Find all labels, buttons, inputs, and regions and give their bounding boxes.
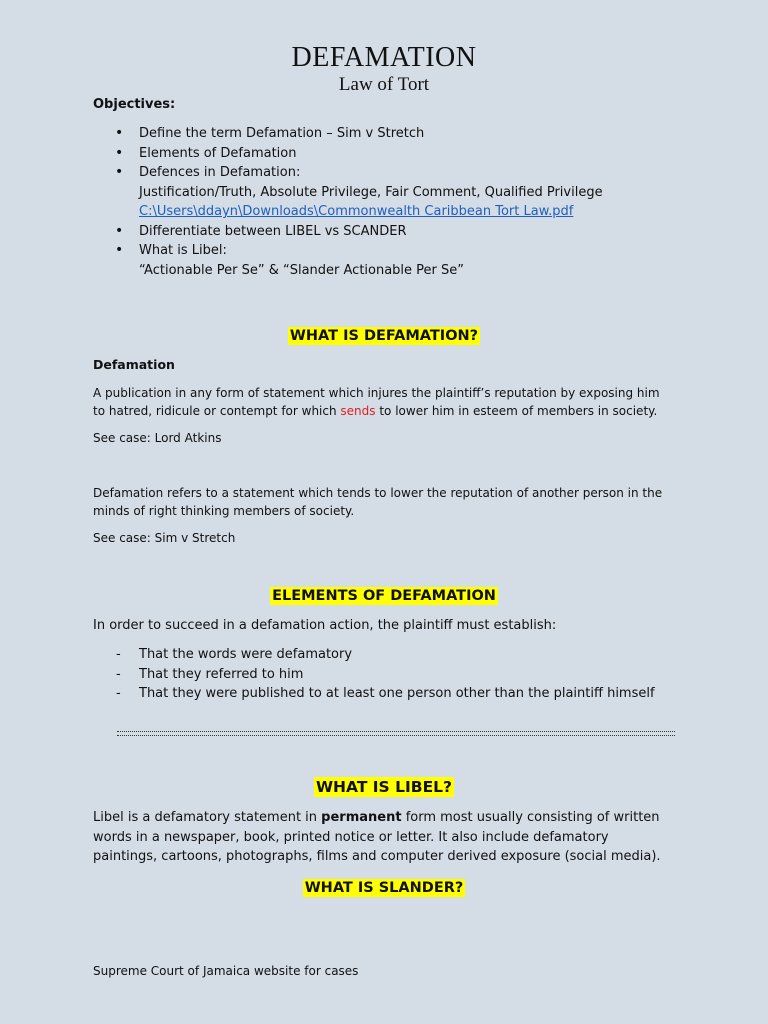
libel-detail: “Actionable Per Se” & “Slander Actionable Per Se”	[139, 262, 465, 278]
document-subtitle: Law of Tort	[338, 74, 430, 95]
objectives-heading: Objectives:	[93, 97, 176, 112]
list-item: • Define the term Defamation – Sim v Stretch	[93, 124, 693, 144]
list-item: • What is Libel: “Actionable Per Se” & “Slander Actionable Per Se”	[93, 241, 693, 280]
heading-what-is-defamation: WHAT IS DEFAMATION?	[289, 328, 479, 344]
footer-note: Supreme Court of Jamaica website for cases	[93, 964, 359, 978]
list-item: - That they referred to him	[93, 665, 693, 685]
document-title: DEFAMATION	[291, 42, 477, 73]
list-item: - That they were published to at least one person other than the plaintiff himself	[93, 684, 693, 704]
list-item: • Differentiate between LIBEL vs SCANDER	[93, 222, 693, 242]
heading-elements-of-defamation: ELEMENTS OF DEFAMATION	[272, 588, 496, 604]
heading-what-is-libel: WHAT IS LIBEL?	[315, 778, 453, 796]
heading-what-is-slander: WHAT IS SLANDER?	[304, 880, 464, 896]
libel-definition: Libel is a defamatory statement in permanent form most usually consisting of written words in a newspaper, book, printed notice or letter. It also include defamatory paintings, cartoons, photographs, films and computer derived exposure (social media).	[93, 810, 661, 864]
list-item: • Defences in Defamation: Justification/Truth, Absolute Privilege, Fair Comment, Qualified Privilege C:\Users\ddayn\Downloads\Commonwealth Caribbean Tort Law.pdf	[93, 163, 693, 222]
elements-list	[93, 645, 693, 704]
commonwealth-tort-law-link[interactable]: C:\Users\ddayn\Downloads\Commonwealth Caribbean Tort Law.pdf	[139, 204, 574, 219]
defamation-definition-2: Defamation refers to a statement which tends to lower the reputation of another person in the minds of right thinking members of society.	[93, 486, 663, 518]
defamation-definition-1: A publication in any form of statement which injures the plaintiff’s reputation by exposing him to hatred, ridicule or contempt for which sends to lower him in esteem of members in society.	[93, 386, 660, 418]
defamation-subheading: Defamation	[93, 357, 175, 372]
emphasis-word: sends	[340, 404, 376, 418]
defences-detail: Justification/Truth, Absolute Privilege, Fair Comment, Qualified Privilege	[139, 184, 603, 200]
elements-intro: In order to succeed in a defamation action, the plaintiff must establish:	[93, 618, 557, 633]
case-lord-atkins: See case: Lord Atkins	[93, 431, 222, 445]
case-sim-v-stretch: See case: Sim v Stretch	[93, 531, 236, 545]
objectives-list	[93, 124, 693, 280]
list-item: - That the words were defamatory	[93, 645, 693, 665]
section-divider	[117, 731, 675, 736]
list-item: • Elements of Defamation	[93, 144, 693, 164]
